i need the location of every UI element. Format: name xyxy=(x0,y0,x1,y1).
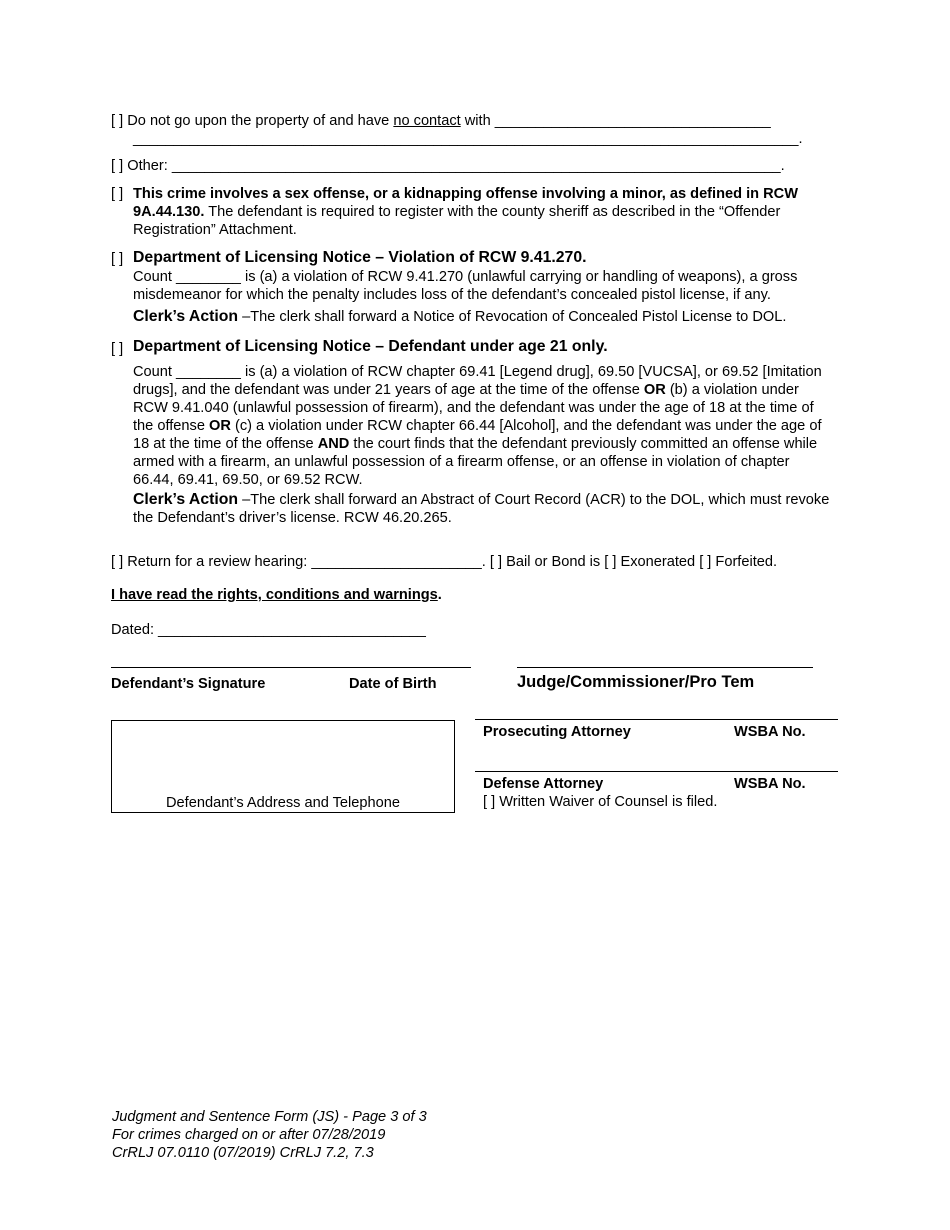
prosecuting-attorney-label: Prosecuting Attorney xyxy=(483,724,631,740)
other-line xyxy=(111,157,785,175)
clerk-action-label: Clerk’s Action xyxy=(133,491,239,508)
defense-attorney-line[interactable] xyxy=(475,771,838,772)
footer-line-3: CrRLJ 07.0110 (07/2019) CrRLJ 7.2, 7.3 xyxy=(112,1145,374,1161)
page-footer xyxy=(112,1108,427,1162)
dol-under21-heading: Department of Licensing Notice – Defendant under age 21 only. xyxy=(133,338,608,355)
footer-line-1: Judgment and Sentence Form (JS) - Page 3 of 3 xyxy=(112,1109,427,1125)
judge-signature-line[interactable] xyxy=(517,667,813,668)
checkbox[interactable]: [ ] xyxy=(111,341,124,357)
read-rights-statement xyxy=(111,586,442,604)
clerk-action-text: –The clerk shall forward an Abstract of Court Record (ACR) to the DOL, which must revoke the Defendant’s driver’s license. RCW 46.20.265. xyxy=(133,492,830,526)
no-contact-underlined: no contact xyxy=(393,113,461,129)
dated-field[interactable]: Dated: _________________________________ xyxy=(111,622,426,638)
defendant-signature-label: Defendant’s Signature xyxy=(111,676,266,692)
read-rights-period: . xyxy=(437,587,442,603)
defendant-address-box[interactable] xyxy=(111,720,455,813)
footer-line-2: For crimes charged on or after 07/28/2019 xyxy=(112,1127,386,1143)
dol-under21-body xyxy=(133,363,833,489)
dol-under21-p1: Count ________ is (a) a violation of RCW chapter 69.41 [Legend drug], 69.50 [VUCSA], or 69.52 [Imitation drugs], and the defendant was under 21 years of age at the time of the offense xyxy=(133,364,822,398)
no-contact-continuation: __________________________________________________________________________________. xyxy=(133,131,803,147)
clerk-action-text: –The clerk shall forward a Notice of Revocation of Concealed Pistol License to DOL. xyxy=(238,309,787,325)
checkbox[interactable]: [ ] xyxy=(111,251,124,267)
judge-label: Judge/Commissioner/Pro Tem xyxy=(517,673,755,691)
date-of-birth-label: Date of Birth xyxy=(349,676,437,692)
defense-attorney-label: Defense Attorney xyxy=(483,776,604,792)
review-hearing-line: [ ] Return for a review hearing: _____________________. [ ] Bail or Bond is [ ] Exonerated [ ] Forfeited. xyxy=(111,554,778,570)
clerk-action-label: Clerk’s Action xyxy=(133,308,239,325)
or-emphasis: OR xyxy=(643,382,666,398)
dol-under21-clerk xyxy=(133,491,845,527)
sex-offense-bold: This crime involves a sex offense, or a kidnapping offense involving a minor, as defined in RCW 9A.44.130. xyxy=(133,186,798,220)
or-emphasis: OR xyxy=(209,418,231,434)
waiver-of-counsel[interactable]: [ ] Written Waiver of Counsel is filed. xyxy=(483,794,718,810)
no-contact-text-after: with __________________________________ xyxy=(460,113,771,129)
sex-offense-paragraph xyxy=(133,185,813,239)
checkbox[interactable]: [ ] xyxy=(111,186,124,202)
checkbox[interactable]: [ ] xyxy=(111,158,124,174)
sex-offense-rest: The defendant is required to register with the county sheriff as described in the “Offender Registration” Attachment. xyxy=(133,204,781,238)
address-telephone-label: Defendant’s Address and Telephone xyxy=(166,795,400,811)
checkbox[interactable]: [ ] xyxy=(111,113,124,129)
and-emphasis: AND xyxy=(317,436,350,452)
no-contact-line xyxy=(111,112,831,130)
no-contact-text-before: Do not go upon the property of and have xyxy=(127,113,394,129)
wsba-number-label: WSBA No. xyxy=(734,776,806,792)
defendant-signature-line[interactable] xyxy=(111,667,471,668)
dol-weapons-heading: Department of Licensing Notice – Violation of RCW 9.41.270. xyxy=(133,249,587,266)
other-text: Other: ___________________________________________________________________________. xyxy=(127,158,785,174)
dol-under21-p4: the court finds that the defendant previously committed an offense while armed with a firearm, an unlawful possession of a firearm offense, or an offense in violation of chapter 66.44, 69.41, 69.50, or 69.52 RCW. xyxy=(133,436,818,488)
dol-weapons-body: Count ________ is (a) a violation of RCW 9.41.270 (unlawful carrying or handling of weapons), a gross misdemeanor for which the penalty includes loss of the defendant’s concealed pistol license, if any. xyxy=(133,269,798,303)
dol-under21-p3: (c) a violation under RCW chapter 66.44 [Alcohol], and the defendant was under the age of 18 at the time of the offense xyxy=(133,418,822,452)
prosecuting-attorney-line[interactable] xyxy=(475,719,838,720)
dol-under21-p2: (b) a violation under RCW 9.41.040 (unlawful possession of firearm), and the defendant was under the age of 18 at the time of the offense xyxy=(133,382,814,434)
dol-weapons-clerk xyxy=(133,308,843,326)
wsba-number-label: WSBA No. xyxy=(734,724,806,740)
read-rights-text: I have read the rights, conditions and warnings xyxy=(111,587,438,603)
